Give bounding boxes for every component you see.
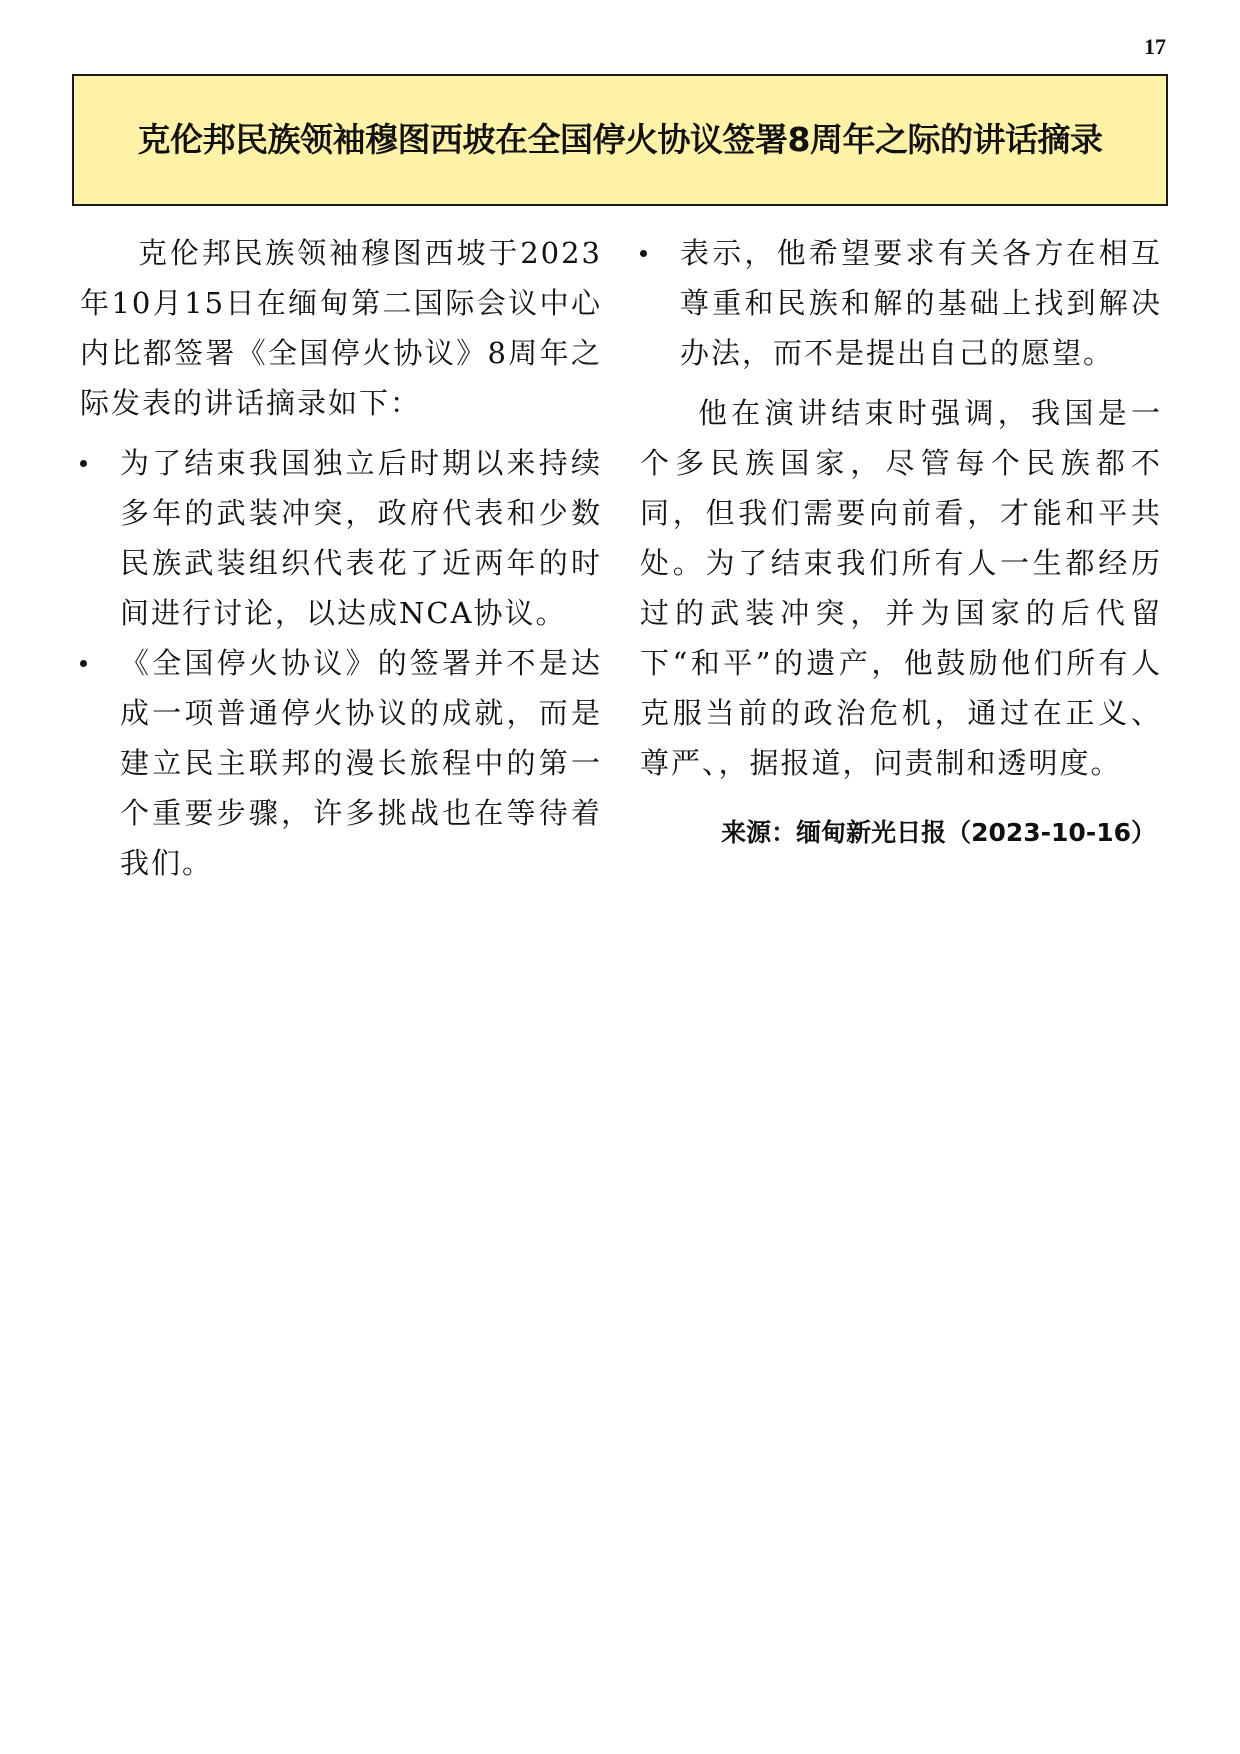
closing-paragraph: 他在演讲结束时强调，我国是一个多民族国家，尽管每个民族都不同，但我们需要向前看，才能和平共处。为了结束我们所有人一生都经历过的武装冲突，并为国家的后代留下“和平”的遗产，他鼓励他们所有人克服当前的政治危机，通过在正义、尊严、，据报道，问责制和透明度。 [640, 396, 1162, 780]
list-item [640, 228, 1162, 378]
right-column [640, 228, 1162, 858]
article-title: 克伦邦民族领袖穆图西坡在全国停火协议签署8周年之际的讲话摘录 [137, 120, 1103, 159]
left-column [80, 228, 602, 888]
bullet-icon [640, 250, 647, 257]
bullet-text: 《全国停火协议》的签署并不是达成一项普通停火协议的成就，而是建立民主联邦的漫长旅程中的第一个重要步骤，许多挑战也在等待着我们。 [120, 646, 602, 880]
intro-paragraph: 克伦邦民族领袖穆图西坡于2023年10月15日在缅甸第二国际会议中心内比都签署《全国停火协议》8周年之际发表的讲话摘录如下： [80, 236, 602, 420]
bullet-icon [80, 660, 87, 667]
right-bullet-list [640, 228, 1162, 378]
title-box [72, 74, 1168, 206]
page-number: 17 [1144, 34, 1166, 59]
list-item [80, 638, 602, 888]
bullet-icon [80, 460, 87, 467]
bullet-text: 为了结束我国独立后时期以来持续多年的武装冲突，政府代表和少数民族武装组织代表花了近两年的时间进行讨论，以达成NCA协议。 [120, 446, 602, 630]
list-item [80, 438, 602, 638]
source-line: 来源：缅甸新光日报（2023-10-16） [721, 818, 1156, 847]
bullet-text: 表示，他希望要求有关各方在相互尊重和民族和解的基础上找到解决办法，而不是提出自己的愿望。 [680, 236, 1162, 370]
left-bullet-list [80, 438, 602, 888]
